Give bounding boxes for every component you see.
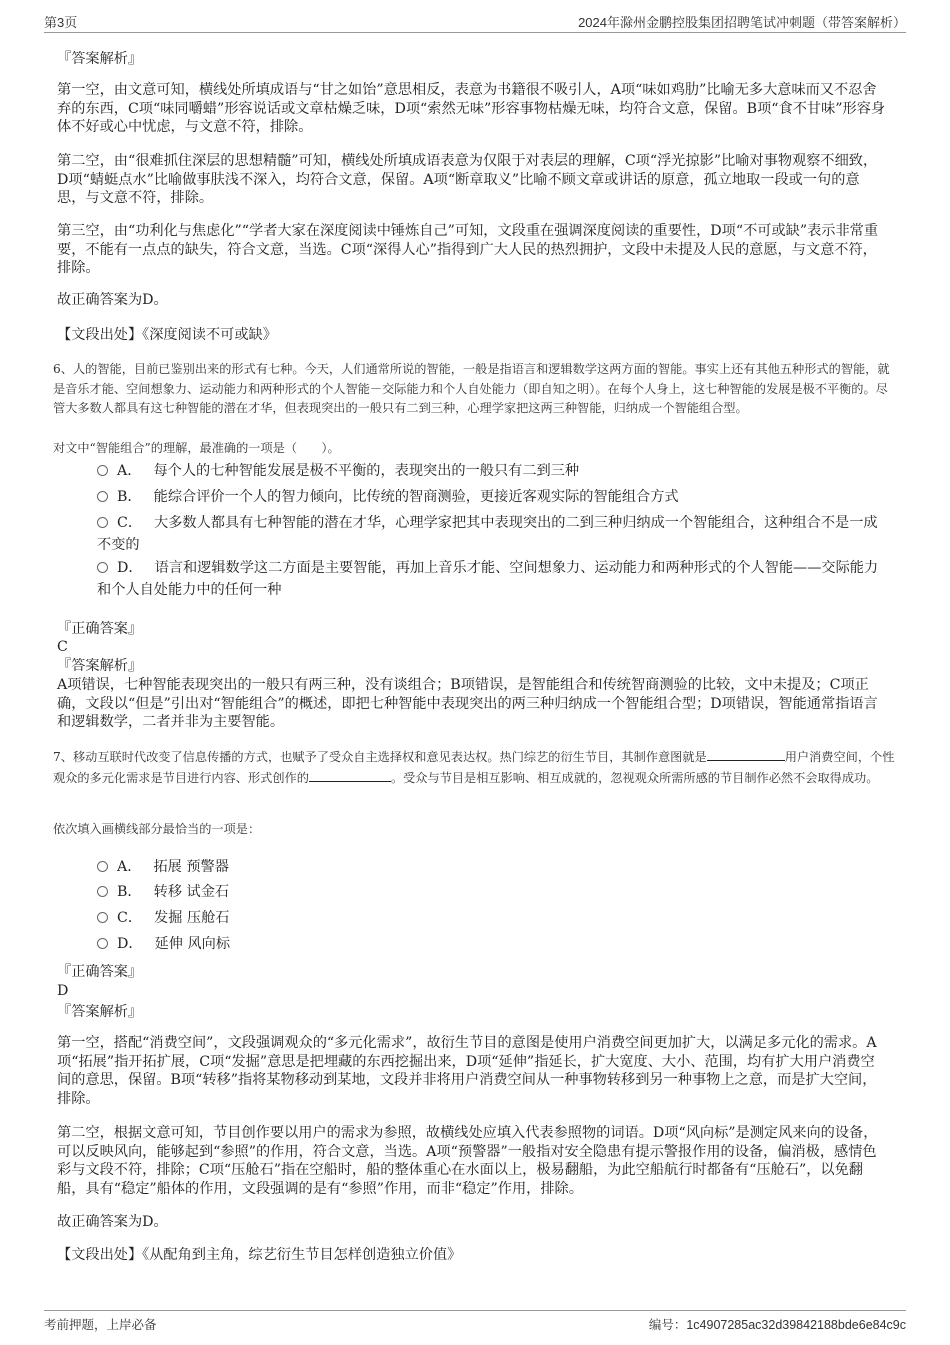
q7-option-b[interactable]: B． 转移 试金石 bbox=[97, 881, 887, 903]
radio-icon[interactable] bbox=[97, 912, 108, 923]
document-code: 编号：1c4907285ac32d39842188bde6e84c9c bbox=[648, 1318, 906, 1332]
radio-icon[interactable] bbox=[97, 861, 108, 872]
blank-2 bbox=[309, 768, 391, 782]
q6-stem: 6、人的智能，目前已鉴别出来的形式有七种。今天，人们通常所说的智能，一般是指语言和逻辑数学这两方面的智能。事实上还有其他五种形式的智能，就是音乐才能、空间想象力、运动能力和两种形式的个人智能－交际能力和个人自处能力（即自知之明）。在每个人身上，这七种智能的发展是极不平衡的。尽管大多数人都具有这七种智能的潜在才华，但表现突出的一般只有二到三种，心理学家把这两三种智能，归纳成一个智能组合型。 bbox=[53, 362, 890, 415]
q6-option-a[interactable]: A． 每个人的七种智能发展是极不平衡的，表现突出的一般只有二到三种 bbox=[97, 460, 887, 482]
radio-icon[interactable] bbox=[97, 517, 108, 528]
prev-conclusion: 故正确答案为D。 bbox=[57, 292, 168, 308]
q7-conclusion: 故正确答案为D。 bbox=[57, 1214, 168, 1230]
page-header bbox=[44, 10, 906, 33]
q6-option-b[interactable]: B． 能综合评价一个人的智力倾向，比传统的智商测验，更接近客观实际的智能组合方式 bbox=[97, 486, 887, 508]
q7-analysis-para-1: 第一空，搭配“消费空间”，文段强调观众的“多元化需求”，故衍生节目的意图是使用户消费空间更加扩大，以满足多元化的需求。A项“拓展”指开拓扩展，C项“发掘”意思是把埋藏的东西挖掘出来，D项“延伸”指延长，扩大宽度、大小、范围，均有扩大用户消费空间的意思，保留。B项“转移”指将某物移动到某地，文段并非将用户消费空间从一种事物转移到另一种事物上之意，而是扩大空间，排除。 bbox=[57, 1035, 877, 1107]
q6-answer: C bbox=[57, 639, 68, 655]
radio-icon[interactable] bbox=[97, 465, 108, 476]
q6-analysis-label: 『答案解析』 bbox=[57, 658, 143, 674]
radio-icon[interactable] bbox=[97, 938, 108, 949]
blank-1 bbox=[707, 747, 785, 761]
q7-stem: 7、移动互联时代改变了信息传播的方式，也赋予了受众自主选择权和意见表达权。热门综艺的衍生节目，其制作意图就是 用户消费空间，个性观众的多元化需求是节目进行内容、形式创作的 。受众与节目是相互影响、相互成就的，忽视观众所需所感的节目制作必然不会取得成功。 bbox=[53, 747, 898, 788]
q6-answer-label: 『正确答案』 bbox=[57, 621, 143, 637]
q7-option-c[interactable]: C． 发掘 压舱石 bbox=[97, 907, 887, 929]
prev-analysis-para-2: 第二空，由“很难抓住深层的思想精髓”可知，横线处所填成语表意为仅限于对表层的理解，C项“浮光掠影”比喻对事物观察不细致，D项“蜻蜓点水”比喻做事肤浅不深入，均符合文意，保留。A项“断章取义”比喻不顾文章或讲话的原意，孤立地取一段或一句的意思，与文意不符，排除。 bbox=[57, 153, 878, 206]
q6-analysis: A项错误，七种智能表现突出的一般只有两三种，没有谈组合；B项错误，是智能组合和传统智商测验的比较，文中未提及；C项正确，文段以“但是”引出对“智能组合”的概述，即把七种智能中表现突出的两三种归纳成一个智能组合型；D项错误，智能通常指语言和逻辑数学，二者并非为主要智能。 bbox=[57, 677, 878, 730]
q7-source: 【文段出处】《从配角到主角，综艺衍生节目怎样创造独立价值》 bbox=[57, 1247, 462, 1263]
radio-icon[interactable] bbox=[97, 491, 108, 502]
q7-option-d[interactable]: D． 延伸 风向标 bbox=[97, 933, 887, 955]
page-number: 第3页 bbox=[44, 15, 78, 30]
q7-analysis-para-2: 第二空，根据文意可知，节目创作要以用户的需求为参照，故横线处应填入代表参照物的词语。D项“风向标”是测定风来向的设备，可以反映风向，能够起到“参照”的作用，符合文意，当选。A项“预警器”一般指对安全隐患有提示警报作用的设备，偏消极，感情色彩与文段不符，排除；C项“压舱石”指在空船时，船的整体重心在水面以上，极易翻船，为此空船航行时都备有“压舱石”，以免翻船，具有“稳定”船体的作用，文段强调的是有“参照”作用，而非“稳定”作用，排除。 bbox=[57, 1125, 878, 1197]
footer-slogan: 考前押题，上岸必备 bbox=[44, 1318, 157, 1332]
document-title: 2024年滁州金鹏控股集团招聘笔试冲刺题（带答案解析） bbox=[578, 15, 906, 30]
prev-analysis-para-3: 第三空，由“功利化与焦虑化”“学者大家在深度阅读中锤炼自己”可知，文段重在强调深度阅读的重要性，D项“不可或缺”表示非常重要，不能有一点点的缺失，符合文意，当选。C项“深得人心”指得到广大人民的热烈拥护，文段中未提及人民的意愿，与文意不符，排除。 bbox=[57, 223, 879, 276]
q7-answer: D bbox=[57, 983, 69, 999]
q7-analysis-label: 『答案解析』 bbox=[57, 1004, 143, 1020]
page-footer bbox=[44, 1310, 906, 1339]
radio-icon[interactable] bbox=[97, 886, 108, 897]
q6-question: 对文中“智能组合”的理解，最准确的一项是（ ）。 bbox=[53, 441, 340, 455]
q7-question: 依次填入画横线部分最恰当的一项是： bbox=[53, 822, 261, 836]
prev-analysis-para-1: 第一空，由文意可知，横线处所填成语与“甘之如饴”意思相反，表意为书籍很不吸引人，A项“味如鸡肋”比喻无多大意味而又不忍舍弃的东西，C项“味同嚼蜡”形容说话或文章枯燥乏味，D项“索然无味”形容事物枯燥无味，均符合文意，保留。B项“食不甘味”形容身体不好或心中忧虑，与文意不符，排除。 bbox=[57, 82, 886, 135]
q7-option-a[interactable]: A． 拓展 预警器 bbox=[97, 856, 887, 878]
prev-source: 【文段出处】《深度阅读不可或缺》 bbox=[57, 327, 277, 343]
q6-option-c[interactable]: C． 大多数人都具有七种智能的潜在才华，心理学家把其中表现突出的二到三种归纳成一个智能组合，这种组合不是一成不变的 bbox=[97, 515, 878, 553]
q7-answer-label: 『正确答案』 bbox=[57, 964, 143, 980]
q6-option-d[interactable]: D． 语言和逻辑数学这二方面是主要智能，再加上音乐才能、空间想象力、运动能力和两种形式的个人智能——交际能力和个人自处能力中的任何一种 bbox=[97, 560, 879, 598]
prev-analysis-label: 『答案解析』 bbox=[57, 51, 143, 67]
radio-icon[interactable] bbox=[97, 562, 108, 573]
